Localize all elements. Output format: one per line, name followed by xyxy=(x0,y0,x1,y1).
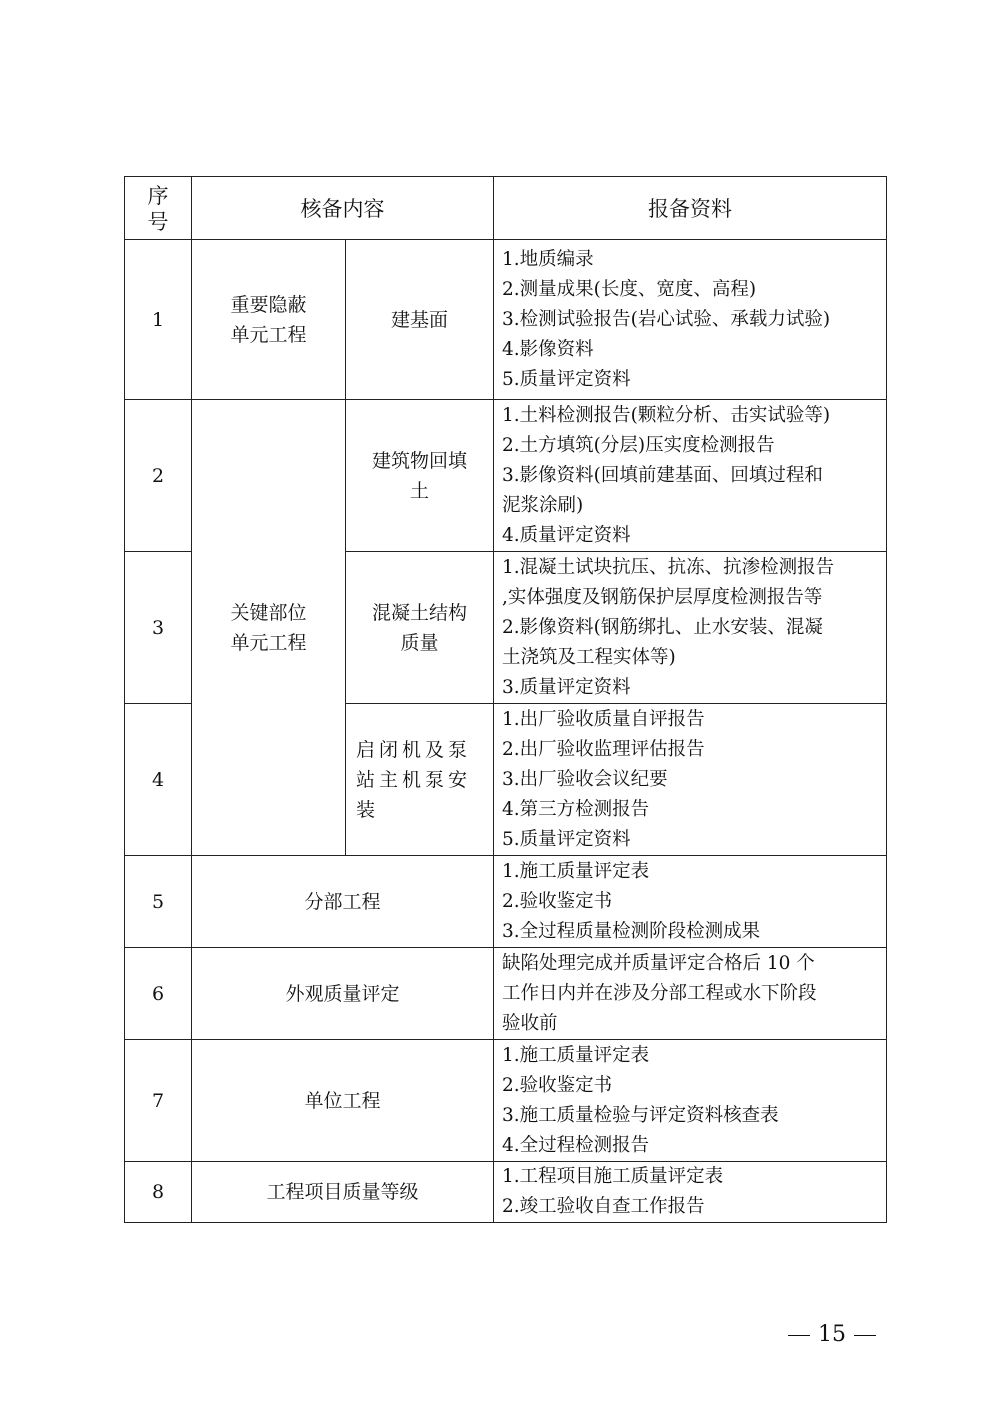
content-cell: 分部工程 xyxy=(192,856,494,948)
category-cell: 重要隐蔽 单元工程 xyxy=(192,240,346,400)
header-materials: 报备资料 xyxy=(494,177,887,240)
content-cell: 单位工程 xyxy=(192,1040,494,1162)
table-row xyxy=(125,1040,887,1162)
table-row xyxy=(125,856,887,948)
row-seq: 1 xyxy=(125,240,192,400)
row-seq: 4 xyxy=(125,704,192,856)
materials-cell: 1.混凝土试块抗压、抗冻、抗渗检测报告 ,实体强度及钢筋保护层厚度检测报告等 2.影像资料(钢筋绑扎、止水安装、混凝 土浇筑及工程实体等) 3.质量评定资料 xyxy=(494,552,887,704)
table-header-row xyxy=(125,177,887,240)
sub-item-cell: 建基面 xyxy=(346,240,494,400)
row-seq: 8 xyxy=(125,1162,192,1223)
row-seq: 6 xyxy=(125,948,192,1040)
row-seq: 3 xyxy=(125,552,192,704)
sub-item-cell: 混凝土结构 质量 xyxy=(346,552,494,704)
category-cell: 关键部位 单元工程 xyxy=(192,400,346,856)
materials-cell: 1.地质编录 2.测量成果(长度、宽度、高程) 3.检测试验报告(岩心试验、承载力试验) 4.影像资料 5.质量评定资料 xyxy=(494,240,887,400)
table-row xyxy=(125,400,887,552)
materials-cell: 1.出厂验收质量自评报告 2.出厂验收监理评估报告 3.出厂验收会议纪要 4.第三方检测报告 5.质量评定资料 xyxy=(494,704,887,856)
materials-cell: 1.工程项目施工质量评定表 2.竣工验收自查工作报告 xyxy=(494,1162,887,1223)
filing-table xyxy=(124,176,887,1223)
row-seq: 7 xyxy=(125,1040,192,1162)
sub-item-cell: 建筑物回填 土 xyxy=(346,400,494,552)
content-cell: 工程项目质量等级 xyxy=(192,1162,494,1223)
row-seq: 5 xyxy=(125,856,192,948)
dash-left xyxy=(788,1335,810,1336)
page-number: 15 xyxy=(780,1322,880,1347)
content-cell: 外观质量评定 xyxy=(192,948,494,1040)
header-seq: 序 号 xyxy=(125,177,192,240)
dash-right xyxy=(854,1335,876,1336)
materials-cell: 1.施工质量评定表 2.验收鉴定书 3.施工质量检验与评定资料核查表 4.全过程检测报告 xyxy=(494,1040,887,1162)
table-row xyxy=(125,240,887,400)
materials-cell: 1.土料检测报告(颗粒分析、击实试验等) 2.土方填筑(分层)压实度检测报告 3.影像资料(回填前建基面、回填过程和 泥浆涂刷) 4.质量评定资料 xyxy=(494,400,887,552)
sub-item-cell: 启闭机及泵 站主机泵安 装 xyxy=(346,704,494,856)
header-content: 核备内容 xyxy=(192,177,494,240)
materials-cell: 缺陷处理完成并质量评定合格后 10 个 工作日内并在涉及分部工程或水下阶段 验收前 xyxy=(494,948,887,1040)
table-row xyxy=(125,948,887,1040)
row-seq: 2 xyxy=(125,400,192,552)
table-row xyxy=(125,1162,887,1223)
materials-cell: 1.施工质量评定表 2.验收鉴定书 3.全过程质量检测阶段检测成果 xyxy=(494,856,887,948)
